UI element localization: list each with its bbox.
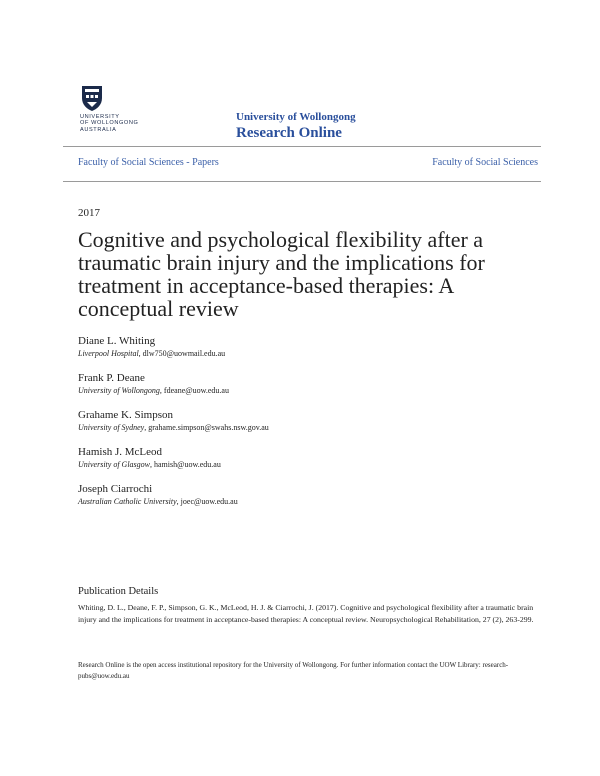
author-name: Joseph Ciarrochi	[78, 483, 153, 495]
author-entry	[78, 335, 518, 372]
affiliation-name: University of Wollongong	[78, 386, 160, 395]
publication-year: 2017	[78, 207, 100, 219]
author-email[interactable]: fdeane@uow.edu.au	[163, 386, 229, 395]
author-email[interactable]: hamish@uow.edu.au	[154, 460, 221, 469]
author-affiliation: Australian Catholic University, joec@uow.edu.au	[78, 497, 238, 506]
logo-line: UNIVERSITY	[80, 114, 120, 120]
author-affiliation: University of Sydney, grahame.simpson@swahs.nsw.gov.au	[78, 423, 269, 432]
divider-top	[63, 146, 541, 147]
repository-university[interactable]: University of Wollongong	[236, 111, 356, 123]
paper-title: Cognitive and psychological flexibility after a traumatic brain injury and the implications for treatment in acceptance-based therapies: A conceptual review	[78, 227, 485, 321]
breadcrumb-papers-link[interactable]: Faculty of Social Sciences - Papers	[78, 157, 219, 168]
publication-details-heading: Publication Details	[78, 586, 159, 597]
author-email[interactable]: grahame.simpson@swahs.nsw.gov.au	[148, 423, 269, 432]
university-logo	[80, 84, 150, 136]
author-entry	[78, 409, 518, 446]
author-email[interactable]: joec@uow.edu.au	[180, 497, 238, 506]
author-affiliation: University of Glasgow, hamish@uow.edu.au	[78, 460, 221, 469]
breadcrumb-faculty-link[interactable]: Faculty of Social Sciences	[432, 157, 538, 168]
logo-line: OF WOLLONGONG	[80, 120, 139, 127]
repository-header[interactable]	[236, 111, 356, 142]
publication-citation: Whiting, D. L., Deane, F. P., Simpson, G. K., McLeod, H. J. & Ciarrochi, J. (2017). Cognitive and psychological flexibility after a traumatic brain injury and the implications for treatment in acceptance-based therapies: A conceptual review. Neuropsychological Rehabilitation, 27 (2), 263-299.	[78, 603, 534, 624]
author-name: Frank P. Deane	[78, 372, 145, 384]
affiliation-name: University of Glasgow	[78, 460, 150, 469]
affiliation-name: Liverpool Hospital	[78, 349, 139, 358]
affiliation-name: Australian Catholic University	[78, 497, 177, 506]
affiliation-name: University of Sydney	[78, 423, 145, 432]
repository-footer-note: Research Online is the open access institutional repository for the University of Wollongong. For further information contact the UOW Library: research-pubs@uow.edu.au	[78, 661, 509, 681]
author-list	[78, 335, 518, 520]
author-entry	[78, 446, 518, 483]
author-affiliation: Liverpool Hospital, dlw750@uowmail.edu.au	[78, 349, 226, 358]
author-email[interactable]: dlw750@uowmail.edu.au	[142, 349, 226, 358]
author-entry	[78, 372, 518, 409]
logo-line: AUSTRALIA	[80, 126, 117, 133]
author-name: Diane L. Whiting	[78, 335, 156, 347]
author-entry	[78, 483, 518, 520]
uow-crest-icon	[80, 84, 104, 112]
author-affiliation: University of Wollongong, fdeane@uow.edu.au	[78, 386, 229, 395]
author-name: Hamish J. McLeod	[78, 446, 163, 458]
repository-name[interactable]: Research Online	[236, 125, 342, 141]
divider-bottom	[63, 181, 541, 182]
author-name: Grahame K. Simpson	[78, 409, 174, 421]
logo-wordmark	[80, 114, 138, 133]
